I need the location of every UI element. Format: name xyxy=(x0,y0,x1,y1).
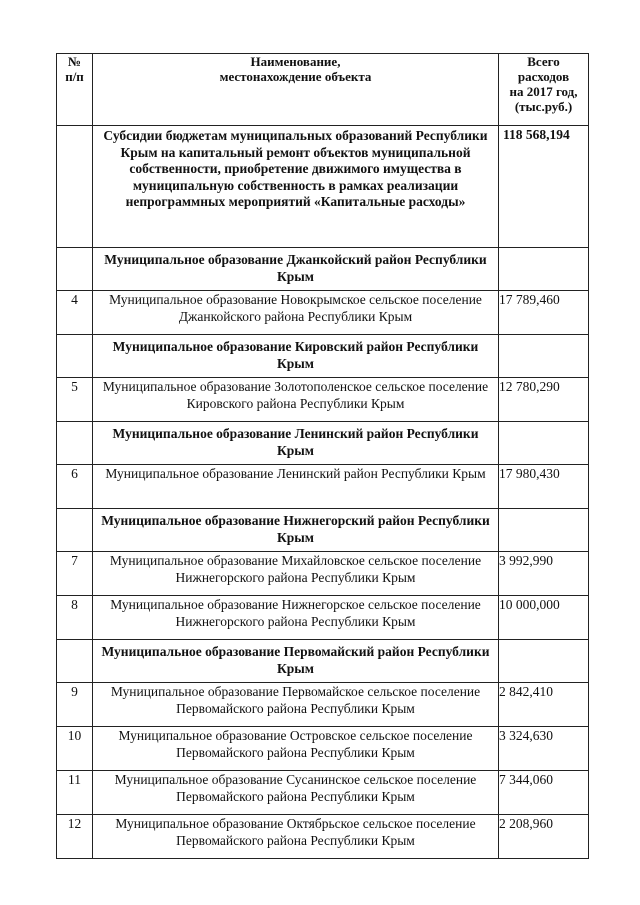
row-number: 11 xyxy=(57,771,93,815)
row-number: 4 xyxy=(57,291,93,335)
table-row xyxy=(57,683,589,727)
row-amount: 2 842,410 xyxy=(499,683,589,727)
table-row xyxy=(57,727,589,771)
row-amount: 10 000,000 xyxy=(499,596,589,640)
row-amount: 2 208,960 xyxy=(499,815,589,859)
municipality-name: Муниципальное образование Новокрымское сельское поселение Джанкойского района Республики Крым xyxy=(93,291,499,335)
table-row xyxy=(57,771,589,815)
row-number: 9 xyxy=(57,683,93,727)
row-number: 5 xyxy=(57,378,93,422)
municipality-name: Муниципальное образование Михайловское сельское поселение Нижнегорского района Республики Крым xyxy=(93,552,499,596)
header-total: Всего расходов на 2017 год, (тыс.руб.) xyxy=(499,54,589,126)
table-row xyxy=(57,552,589,596)
lead-name: Субсидии бюджетам муниципальных образований Республики Крым на капитальный ремонт объектов муниципальной собственности, приобретение движимого имущества в муниципальную собственность в рамках реализации непрограммных мероприятий «Капитальные расходы» xyxy=(93,126,499,248)
district-name: Муниципальное образование Джанкойский район Республики Крым xyxy=(93,248,499,291)
budget-table xyxy=(56,53,589,859)
municipality-name: Муниципальное образование Первомайское сельское поселение Первомайского района Республики Крым xyxy=(93,683,499,727)
district-section-row xyxy=(57,509,589,552)
table-row xyxy=(57,378,589,422)
district-name: Муниципальное образование Кировский район Республики Крым xyxy=(93,335,499,378)
row-number: 10 xyxy=(57,727,93,771)
table-row xyxy=(57,596,589,640)
municipality-name: Муниципальное образование Ленинский район Республики Крым xyxy=(93,465,499,509)
row-amount xyxy=(499,509,589,552)
row-number: 6 xyxy=(57,465,93,509)
district-section-row xyxy=(57,422,589,465)
table-row xyxy=(57,291,589,335)
lead-amount: 118 568,194 xyxy=(499,126,589,248)
row-amount: 17 789,460 xyxy=(499,291,589,335)
municipality-name: Муниципальное образование Островское сельское поселение Первомайского района Республики Крым xyxy=(93,727,499,771)
municipality-name: Муниципальное образование Нижнегорское сельское поселение Нижнегорского района Республики Крым xyxy=(93,596,499,640)
header-number: № п/п xyxy=(57,54,93,126)
district-name: Муниципальное образование Первомайский район Республики Крым xyxy=(93,640,499,683)
table-row xyxy=(57,815,589,859)
row-number xyxy=(57,422,93,465)
row-amount xyxy=(499,640,589,683)
header-name: Наименование, местонахождение объекта xyxy=(93,54,499,126)
row-amount xyxy=(499,335,589,378)
row-amount: 12 780,290 xyxy=(499,378,589,422)
municipality-name: Муниципальное образование Октябрьское сельское поселение Первомайского района Республики Крым xyxy=(93,815,499,859)
row-number xyxy=(57,509,93,552)
table-row xyxy=(57,465,589,509)
table-header-row xyxy=(57,54,589,126)
district-section-row xyxy=(57,640,589,683)
district-section-row xyxy=(57,248,589,291)
row-number: 8 xyxy=(57,596,93,640)
lead-number xyxy=(57,126,93,248)
district-name: Муниципальное образование Ленинский район Республики Крым xyxy=(93,422,499,465)
lead-row xyxy=(57,126,589,248)
row-number xyxy=(57,248,93,291)
municipality-name: Муниципальное образование Золотополенское сельское поселение Кировского района Республики Крым xyxy=(93,378,499,422)
row-number: 12 xyxy=(57,815,93,859)
district-section-row xyxy=(57,335,589,378)
row-amount: 17 980,430 xyxy=(499,465,589,509)
row-amount: 3 324,630 xyxy=(499,727,589,771)
municipality-name: Муниципальное образование Сусанинское сельское поселение Первомайского района Республики Крым xyxy=(93,771,499,815)
row-amount xyxy=(499,422,589,465)
row-number xyxy=(57,335,93,378)
row-amount xyxy=(499,248,589,291)
row-amount: 7 344,060 xyxy=(499,771,589,815)
row-number: 7 xyxy=(57,552,93,596)
district-name: Муниципальное образование Нижнегорский район Республики Крым xyxy=(93,509,499,552)
row-number xyxy=(57,640,93,683)
row-amount: 3 992,990 xyxy=(499,552,589,596)
